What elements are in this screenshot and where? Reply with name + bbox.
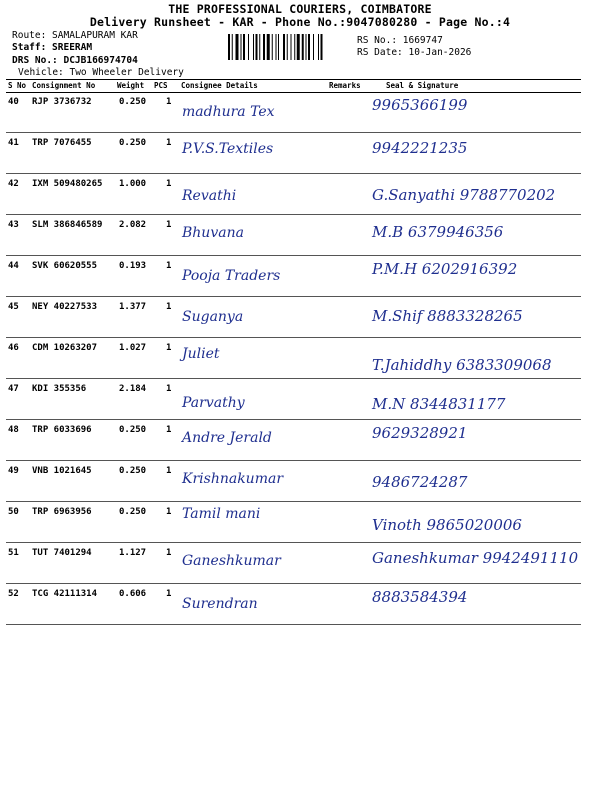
recipient-signature: M.B 6379946356	[372, 223, 504, 241]
barcode-bar	[321, 34, 323, 60]
row-sno: 44	[8, 261, 19, 271]
row-weight: 0.250	[119, 425, 147, 435]
row-weight: 1.127	[119, 548, 147, 558]
barcode-bar	[318, 34, 319, 60]
row-consignment: IXM 509480265	[32, 179, 103, 189]
row-consignment: TUT 7401294	[32, 548, 92, 558]
table-row	[6, 133, 581, 174]
barcode-bar	[259, 34, 260, 60]
table-row	[6, 584, 581, 625]
barcode-bar	[243, 34, 245, 60]
row-consignment: KDI 355356	[32, 384, 87, 394]
table-row	[6, 174, 581, 215]
row-consignment: TRP 7076455	[32, 138, 92, 148]
table-row	[6, 215, 581, 256]
table-row	[6, 420, 581, 461]
vehicle-label: Vehicle: Two Wheeler Delivery	[18, 67, 184, 78]
barcode-bar	[283, 34, 285, 60]
barcode-bar	[308, 34, 310, 60]
recipient-signature: T.Jahiddhy 6383309068	[372, 356, 552, 374]
row-consignment: TCG 42111314	[32, 589, 98, 599]
barcode	[228, 34, 352, 60]
consignee-name: Parvathy	[182, 395, 245, 411]
row-pcs: 1	[166, 179, 172, 189]
staff-label: Staff: SREERAM	[12, 42, 93, 53]
row-pcs: 1	[166, 343, 172, 353]
row-weight: 0.250	[119, 507, 147, 517]
row-pcs: 1	[166, 261, 172, 271]
recipient-signature: 9942221235	[372, 139, 468, 157]
row-sno: 50	[8, 507, 19, 517]
table-row	[6, 256, 581, 297]
row-pcs: 1	[166, 589, 172, 599]
drs-number: DRS No.: DCJB166974704	[12, 55, 138, 66]
barcode-bar	[228, 34, 230, 60]
row-pcs: 1	[166, 220, 172, 230]
consignee-name: Krishnakumar	[182, 471, 284, 487]
row-sno: 49	[8, 466, 19, 476]
row-pcs: 1	[166, 97, 172, 107]
barcode-bar	[263, 34, 265, 60]
recipient-signature: M.Shif 8883328265	[372, 307, 523, 325]
row-sno: 52	[8, 589, 19, 599]
row-consignment: SVK 60620555	[32, 261, 98, 271]
barcode-bar	[253, 34, 254, 60]
barcode-bar	[297, 34, 300, 60]
barcode-bar	[276, 34, 277, 60]
consignee-name: Revathi	[182, 188, 237, 204]
rs-number: RS No.: 1669747	[357, 35, 443, 46]
recipient-signature: M.N 8344831177	[372, 395, 506, 413]
recipient-signature: 9965366199	[372, 96, 468, 114]
recipient-signature: Ganeshkumar 9942491110	[372, 549, 579, 567]
table-row	[6, 461, 581, 502]
table-row	[6, 338, 581, 379]
row-consignment: VNB 1021645	[32, 466, 92, 476]
barcode-bar	[278, 34, 279, 60]
row-sno: 42	[8, 179, 19, 189]
table-row	[6, 379, 581, 420]
row-weight: 2.184	[119, 384, 147, 394]
consignee-name: Surendran	[182, 596, 258, 612]
row-sno: 40	[8, 97, 19, 107]
barcode-bar	[236, 34, 239, 60]
row-sno: 43	[8, 220, 19, 230]
row-consignment: SLM 386846589	[32, 220, 103, 230]
barcode-bar	[287, 34, 288, 60]
consignee-name: Bhuvana	[182, 225, 244, 241]
row-consignment: CDM 10263207	[32, 343, 98, 353]
row-pcs: 1	[166, 466, 172, 476]
row-weight: 0.250	[119, 466, 147, 476]
row-sno: 47	[8, 384, 19, 394]
col-weight: Weight	[117, 81, 145, 90]
row-weight: 1.000	[119, 179, 147, 189]
row-pcs: 1	[166, 138, 172, 148]
consignee-name: Ganeshkumar	[182, 553, 281, 569]
company-title: THE PROFESSIONAL COURIERS, COIMBATORE	[168, 2, 432, 16]
row-weight: 0.606	[119, 589, 147, 599]
barcode-bar	[272, 34, 273, 60]
row-weight: 0.250	[119, 97, 147, 107]
row-weight: 0.193	[119, 261, 147, 271]
consignee-name: P.V.S.Textiles	[182, 141, 274, 157]
row-weight: 2.082	[119, 220, 147, 230]
row-weight: 0.250	[119, 138, 147, 148]
row-consignment: NEY 40227533	[32, 302, 98, 312]
row-sno: 45	[8, 302, 19, 312]
consignee-name: Juliet	[182, 346, 220, 362]
row-weight: 1.027	[119, 343, 147, 353]
barcode-bar	[302, 34, 304, 60]
row-consignment: TRP 6033696	[32, 425, 92, 435]
table-row	[6, 502, 581, 543]
consignee-name: Pooja Traders	[182, 268, 281, 284]
barcode-bar	[291, 34, 292, 60]
rs-date: RS Date: 10-Jan-2026	[357, 47, 472, 58]
row-pcs: 1	[166, 507, 172, 517]
row-sno: 51	[8, 548, 19, 558]
barcode-bar	[248, 34, 249, 60]
barcode-bar	[306, 34, 307, 60]
col-pcs: PCS	[154, 81, 168, 90]
table-row	[6, 543, 581, 584]
table-row	[6, 297, 581, 338]
col-consignee: Consignee Details	[181, 81, 258, 90]
barcode-bar	[256, 34, 258, 60]
recipient-signature: P.M.H 6202916392	[372, 260, 518, 278]
recipient-signature: Vinoth 9865020006	[372, 516, 522, 534]
consignee-name: Suganya	[182, 309, 244, 325]
col-sno: S No	[8, 81, 27, 90]
consignee-name: Andre Jerald	[182, 430, 272, 446]
barcode-bar	[241, 34, 242, 60]
row-consignment: RJP 3736732	[32, 97, 92, 107]
row-sno: 48	[8, 425, 19, 435]
recipient-signature: 9629328921	[372, 424, 468, 442]
table-row	[6, 92, 581, 133]
row-consignment: TRP 6963956	[32, 507, 92, 517]
barcode-bar	[294, 34, 295, 60]
row-weight: 1.377	[119, 302, 147, 312]
barcode-bar	[267, 34, 270, 60]
row-pcs: 1	[166, 425, 172, 435]
consignee-name: Tamil mani	[182, 506, 261, 522]
row-sno: 46	[8, 343, 19, 353]
row-pcs: 1	[166, 548, 172, 558]
barcode-bar	[232, 34, 233, 60]
route-label: Route: SAMALAPURAM KAR	[12, 30, 138, 41]
recipient-signature: G.Sanyathi 9788770202	[372, 186, 556, 204]
row-pcs: 1	[166, 302, 172, 312]
runsheet-title: Delivery Runsheet - KAR - Phone No.:9047080280 - Page No.:4	[89, 15, 511, 29]
col-seal-signature: Seal & Signature	[386, 81, 459, 90]
consignee-name: madhura Tex	[182, 104, 275, 120]
barcode-bar	[313, 34, 314, 60]
row-sno: 41	[8, 138, 19, 148]
table-header	[6, 79, 581, 93]
col-consignment: Consignment No	[32, 81, 96, 90]
col-remarks: Remarks	[329, 81, 361, 90]
recipient-signature: 9486724287	[372, 473, 468, 491]
recipient-signature: 8883584394	[372, 588, 468, 606]
row-pcs: 1	[166, 384, 172, 394]
